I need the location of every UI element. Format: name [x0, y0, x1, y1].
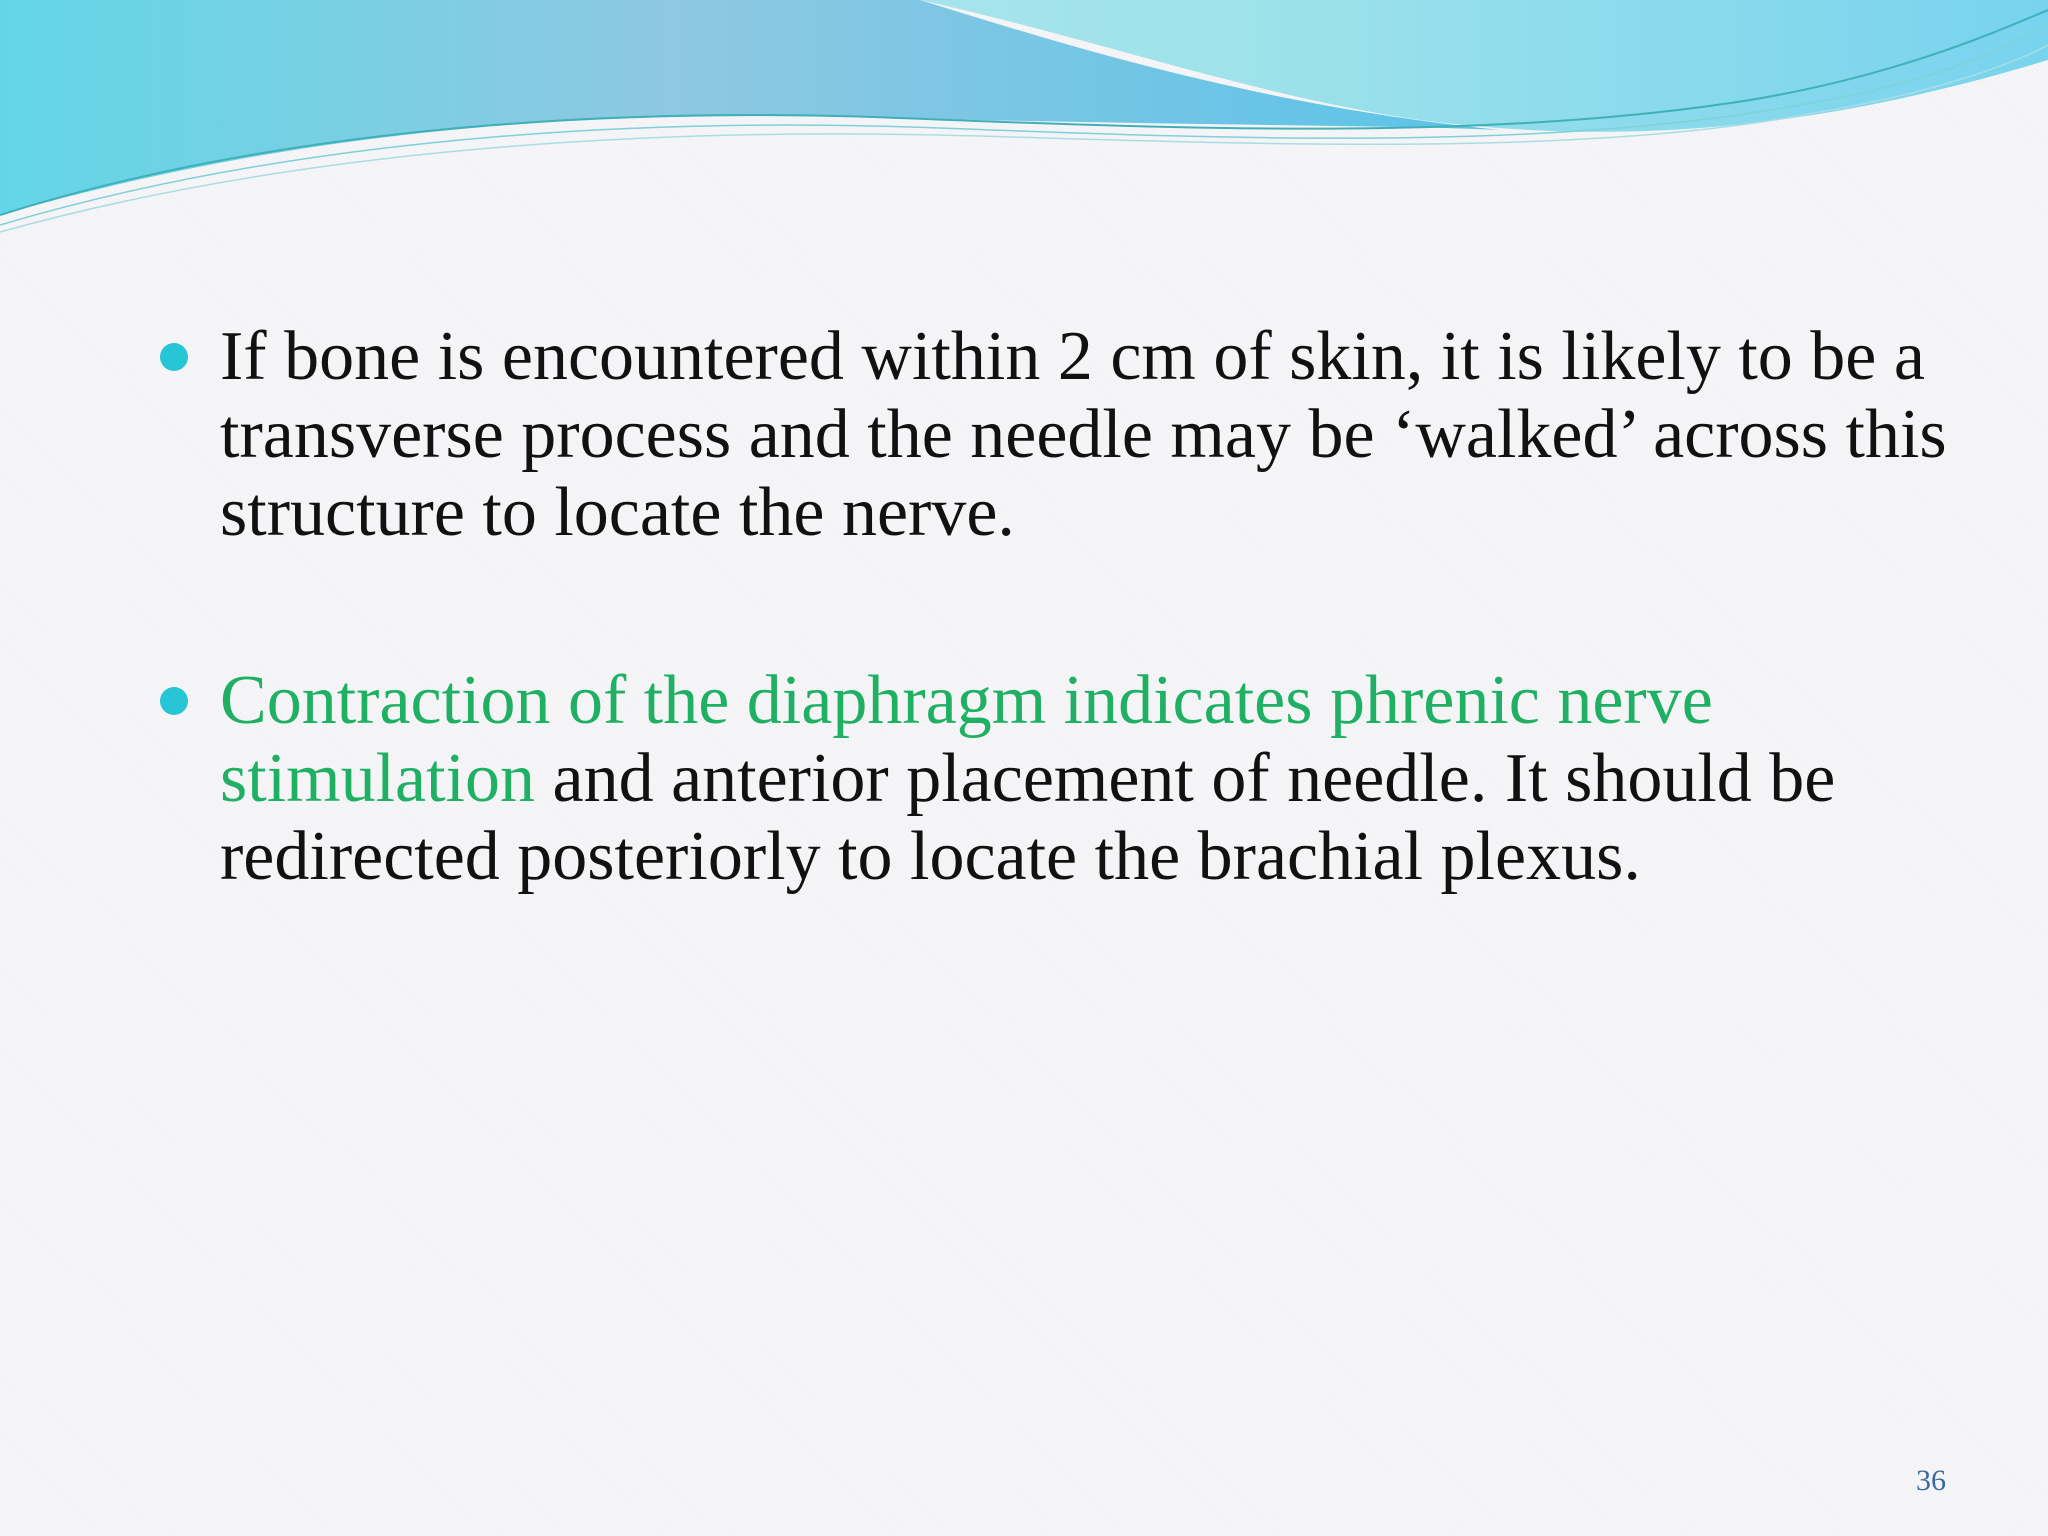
bullet-item-bone-transverse-process — [160, 318, 1980, 552]
bullet-highlight-text: Contraction of the diaphragm indicates phrenic nerve stimulation — [220, 662, 1713, 817]
page-number: 36 — [1916, 1464, 1946, 1497]
bullet-item-diaphragm-contraction — [160, 662, 1980, 896]
bullet-dot-icon — [160, 343, 188, 371]
header-wave-decoration — [0, 0, 2048, 240]
bullet-text: If bone is encountered within 2 cm of skin, it is likely to be a transverse process and the needle may be ‘walked’ across this structure to locate the nerve. — [220, 318, 1947, 551]
bullet-list — [160, 318, 1980, 1006]
bullet-dot-icon — [160, 687, 188, 715]
bullet-text: and anterior placement of needle. It should be redirected posteriorly to locate the brachial plexus. — [220, 740, 1836, 895]
